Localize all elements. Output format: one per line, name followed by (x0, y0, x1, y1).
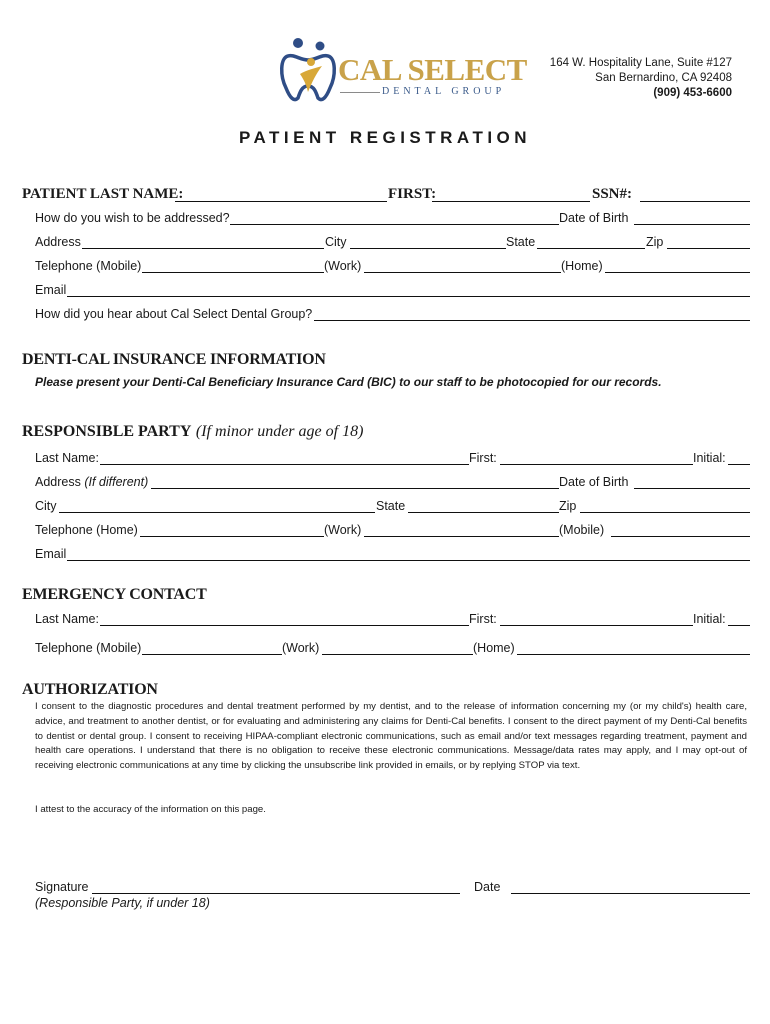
patient-zip-label: Zip (646, 235, 664, 249)
page-title: PATIENT REGISTRATION (238, 128, 532, 147)
patient-last-name-field[interactable] (175, 201, 387, 202)
patient-last-name-label: PATIENT LAST NAME: (22, 186, 184, 202)
emerg-first-field[interactable] (500, 625, 693, 626)
patient-city-label: City (325, 235, 347, 249)
resp-dob-field[interactable] (634, 488, 750, 489)
addressed-label: How do you wish to be addressed? (35, 211, 230, 225)
patient-ssn-label: SSN#: (592, 186, 633, 202)
logo (278, 36, 527, 106)
patient-address-field[interactable] (82, 248, 324, 249)
emerg-work-label: (Work) (282, 641, 320, 655)
address-line2: San Bernardino, CA 92408 (595, 72, 732, 84)
emerg-initial-label: Initial: (693, 612, 726, 626)
patient-state-label: State (506, 235, 536, 249)
resp-initial-field[interactable] (728, 464, 750, 465)
hear-about-field[interactable] (314, 320, 750, 321)
resp-address-note: (If different) (84, 475, 149, 489)
emerg-tel-mobile-label: Telephone (Mobile) (35, 641, 142, 655)
patient-city-field[interactable] (350, 248, 506, 249)
resp-address-label: Address (35, 475, 81, 489)
office-address (550, 56, 732, 101)
resp-work-label: (Work) (324, 523, 362, 537)
resp-state-label: State (376, 499, 406, 513)
patient-work-label: (Work) (324, 259, 362, 273)
resp-address-label-row (35, 475, 148, 489)
resp-email-label: Email (35, 547, 67, 561)
emerg-last-name-label: Last Name: (35, 612, 99, 626)
patient-home-label: (Home) (561, 259, 603, 273)
patient-work-field[interactable] (364, 272, 561, 273)
resp-city-label: City (35, 499, 57, 513)
patient-email-field[interactable] (67, 296, 750, 297)
date-field[interactable] (511, 893, 750, 894)
patient-state-field[interactable] (537, 248, 645, 249)
resp-first-field[interactable] (500, 464, 693, 465)
emerg-work-field[interactable] (322, 654, 473, 655)
resp-last-name-field[interactable] (100, 464, 469, 465)
patient-address-label: Address (35, 235, 81, 249)
tooth-logo-icon (278, 36, 340, 106)
resp-work-field[interactable] (364, 536, 559, 537)
signature-note: (Responsible Party, if under 18) (35, 896, 210, 910)
resp-address-field[interactable] (151, 488, 559, 489)
patient-dob-field[interactable] (634, 224, 750, 225)
emerg-first-label: First: (469, 612, 497, 626)
responsible-heading-row (22, 423, 363, 441)
patient-zip-field[interactable] (667, 248, 750, 249)
resp-zip-field[interactable] (580, 512, 750, 513)
responsible-heading-note: (If minor under age of 18) (195, 423, 364, 440)
emerg-tel-mobile-field[interactable] (142, 654, 282, 655)
patient-first-label: FIRST: (388, 186, 437, 202)
insurance-heading: DENTI-CAL INSURANCE INFORMATION (22, 351, 326, 368)
resp-zip-label: Zip (559, 499, 577, 513)
emerg-home-label: (Home) (473, 641, 515, 655)
resp-city-field[interactable] (59, 512, 375, 513)
patient-tel-mobile-field[interactable] (142, 272, 324, 273)
patient-ssn-field[interactable] (640, 201, 750, 202)
resp-dob-label: Date of Birth (559, 475, 629, 489)
resp-email-field[interactable] (67, 560, 750, 561)
patient-dob-label: Date of Birth (559, 211, 629, 225)
logo-name: CAL SELECT (338, 52, 527, 87)
attest-text: I attest to the accuracy of the information on this page. (35, 804, 266, 815)
hear-about-label: How did you hear about Cal Select Dental Group? (35, 307, 313, 321)
resp-initial-label: Initial: (693, 451, 726, 465)
office-phone: (909) 453-6600 (653, 87, 732, 99)
addressed-field[interactable] (230, 224, 559, 225)
emerg-last-name-field[interactable] (100, 625, 469, 626)
patient-first-field[interactable] (432, 201, 590, 202)
signature-field[interactable] (92, 893, 460, 894)
authorization-text: I consent to the diagnostic procedures and dental treatment performed by my dentist, and to the release of information concerning my (or my child's) health care, advice, and treatment to another dentist, or for evaluating and administering any claims for Denti-Cal benefits. I consent to the direct payment of my Denti-Cal benefits to dentist or dental group. I consent to receiving HIPAA-compliant electronic communications, such as email and/or text messages regarding treatment, payment and health care operations. I understand that there is no obligation to receive these electronic communications. Message/data rates may apply, and I may opt-out of receiving electronic communications at any time by clicking the unsubscribe link provided in emails, or by replying STOP via text. (35, 701, 747, 772)
logo-rule (340, 92, 380, 93)
resp-last-name-label: Last Name: (35, 451, 99, 465)
resp-first-label: First: (469, 451, 497, 465)
patient-home-field[interactable] (605, 272, 750, 273)
resp-tel-home-label: Telephone (Home) (35, 523, 138, 537)
logo-sub: DENTAL GROUP (382, 86, 506, 97)
authorization-heading: AUTHORIZATION (22, 681, 158, 698)
patient-email-label: Email (35, 283, 67, 297)
emergency-heading: EMERGENCY CONTACT (22, 586, 207, 603)
patient-tel-mobile-label: Telephone (Mobile) (35, 259, 142, 273)
date-label: Date (474, 880, 501, 894)
resp-tel-home-field[interactable] (140, 536, 324, 537)
signature-label: Signature (35, 880, 89, 894)
resp-mobile-field[interactable] (611, 536, 750, 537)
insurance-note: Please present your Denti-Cal Beneficiary Insurance Card (BIC) to our staff to be photocopied for our records. (35, 375, 662, 389)
responsible-heading: RESPONSIBLE PARTY (22, 423, 192, 440)
address-line1: 164 W. Hospitality Lane, Suite #127 (549, 57, 732, 69)
emerg-initial-field[interactable] (728, 625, 750, 626)
resp-mobile-label: (Mobile) (559, 523, 605, 537)
emerg-home-field[interactable] (517, 654, 750, 655)
resp-state-field[interactable] (408, 512, 559, 513)
